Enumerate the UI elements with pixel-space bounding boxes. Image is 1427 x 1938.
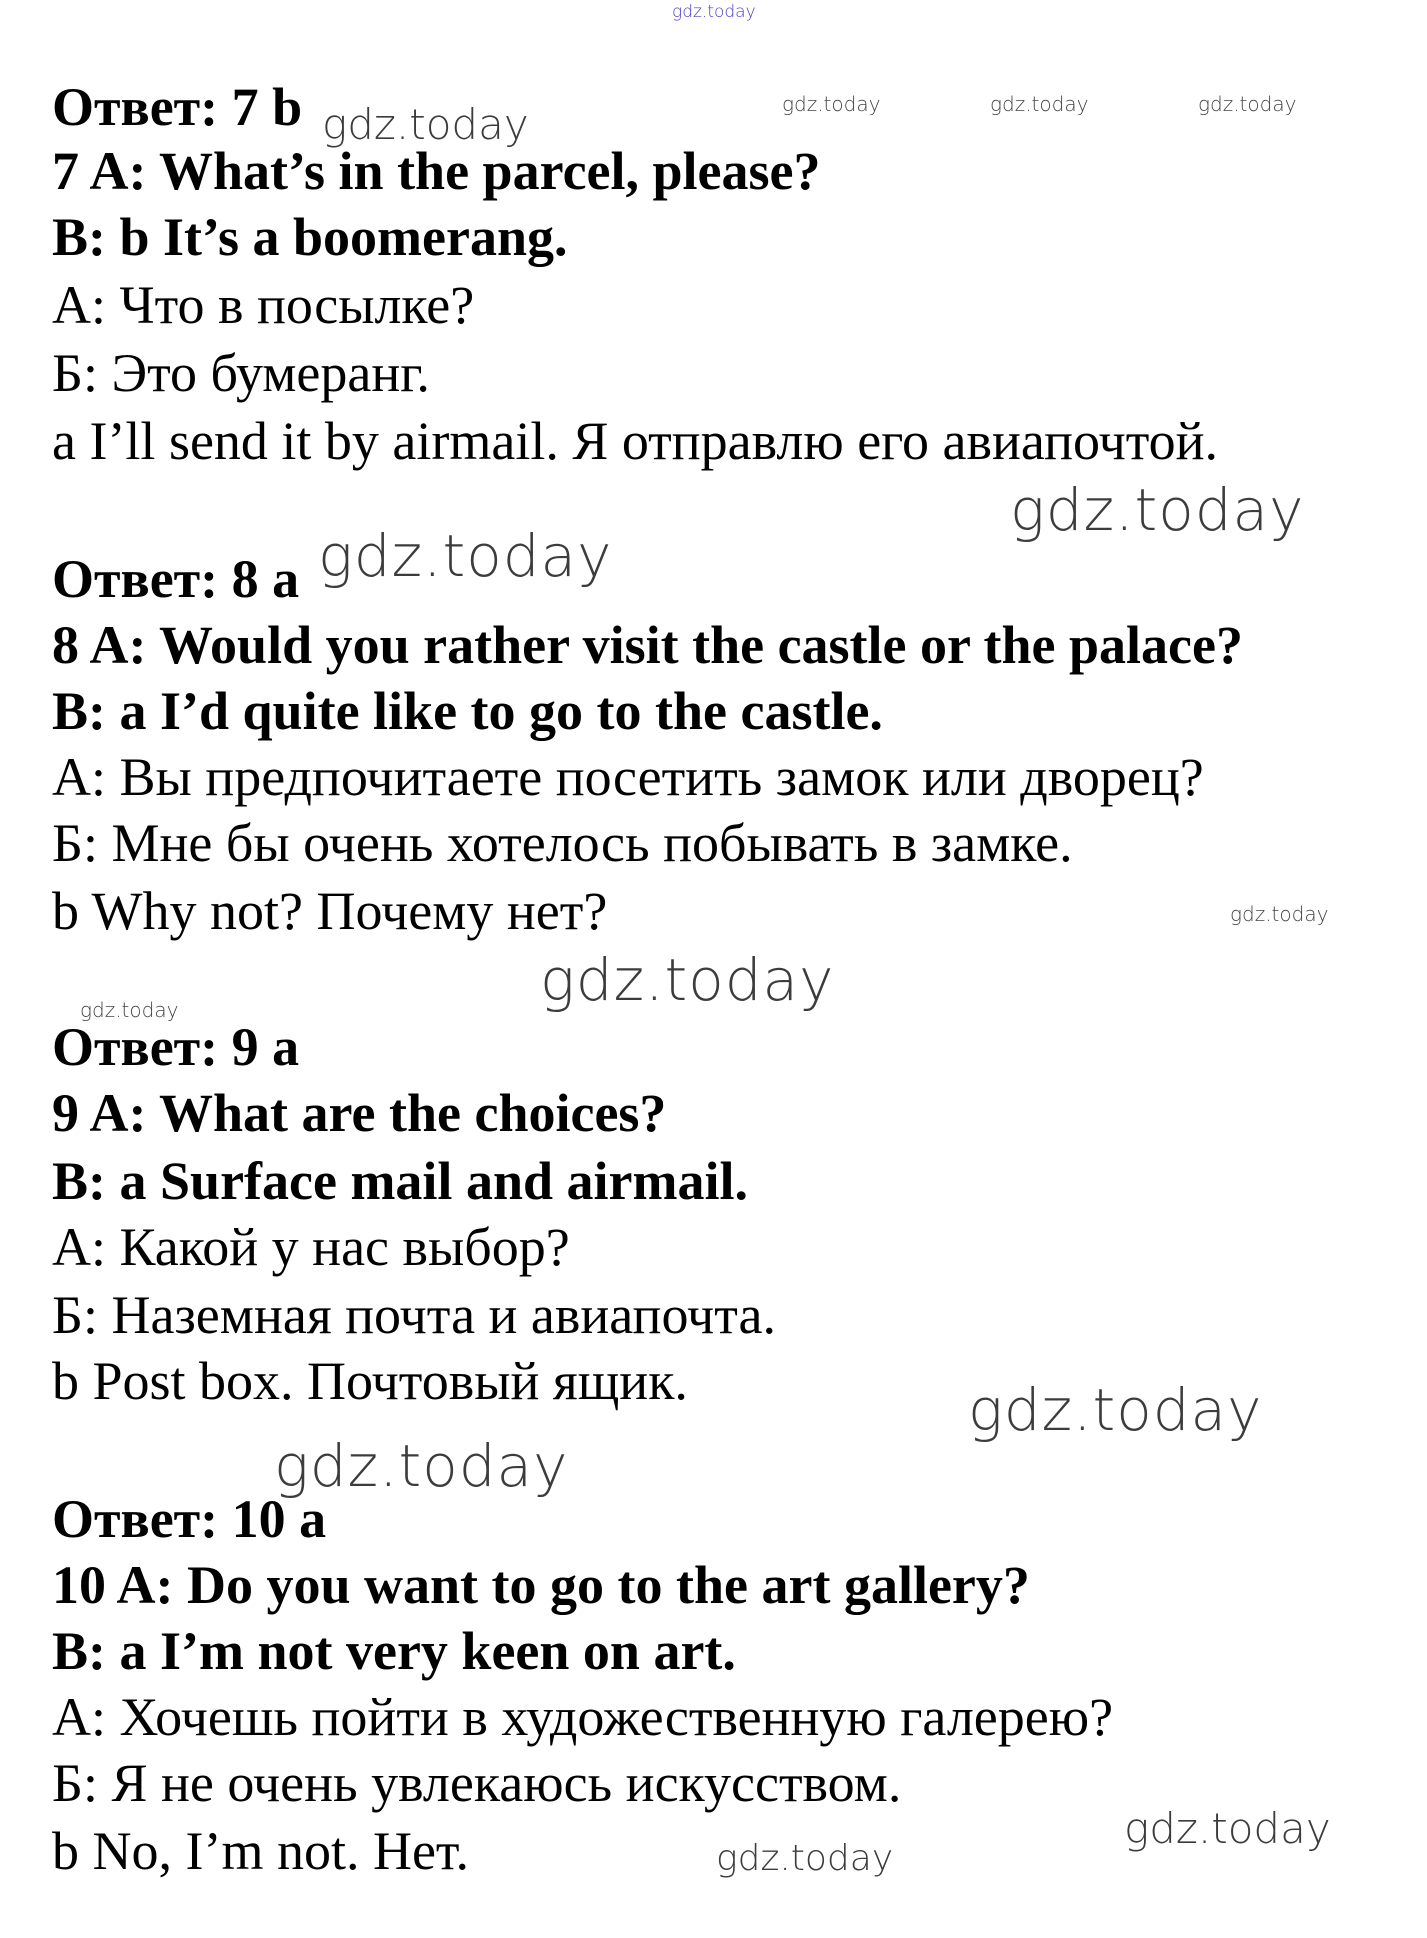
response-8: B: a I’d quite like to go to the castle. bbox=[52, 681, 883, 741]
watermark-large-5: gdz.today bbox=[274, 1432, 569, 1500]
translation-a-9: Б: Наземная почта и авиапочта. bbox=[52, 1285, 776, 1345]
watermark-small-2: gdz.today bbox=[990, 92, 1089, 116]
translation-a-7: Б: Это бумеранг. bbox=[52, 343, 430, 403]
response-7: B: b It’s a boomerang. bbox=[52, 207, 568, 267]
alternative-7: a I’ll send it by airmail. Я отправлю его авиапочтой. bbox=[52, 411, 1219, 471]
translation-q-9: А: Какой у нас выбор? bbox=[52, 1217, 570, 1277]
alternative-10: b No, I’m not. Нет. bbox=[52, 1821, 469, 1881]
watermark-large-3: gdz.today bbox=[540, 946, 835, 1014]
watermark-medium-2: gdz.today bbox=[1124, 1804, 1331, 1853]
watermark-large-1: gdz.today bbox=[1010, 476, 1305, 544]
translation-a-10: Б: Я не очень увлекаюсь искусством. bbox=[52, 1753, 902, 1813]
response-9: B: a Surface mail and airmail. bbox=[52, 1151, 748, 1211]
answer-7: Ответ: 7 b bbox=[52, 77, 303, 137]
answer-9: Ответ: 9 a bbox=[52, 1017, 300, 1077]
alternative-8: b Why not? Почему нет? bbox=[52, 881, 608, 941]
translation-q-7: А: Что в посылке? bbox=[52, 275, 475, 335]
question-10: 10 A: Do you want to go to the art gallery? bbox=[52, 1555, 1030, 1615]
watermark-medium-3: gdz.today bbox=[716, 1838, 894, 1879]
watermark-large-4: gdz.today bbox=[968, 1376, 1263, 1444]
translation-q-8: А: Вы предпочитаете посетить замок или дворец? bbox=[52, 747, 1204, 807]
watermark-small-4: gdz.today bbox=[1230, 902, 1329, 926]
watermark-medium-1: gdz.today bbox=[322, 100, 529, 149]
watermark-small-1: gdz.today bbox=[782, 92, 881, 116]
translation-a-8: Б: Мне бы очень хотелось побывать в замке. bbox=[52, 813, 1073, 873]
question-7: 7 A: What’s in the parcel, please? bbox=[52, 141, 821, 201]
alternative-9: b Post box. Почтовый ящик. bbox=[52, 1351, 688, 1411]
translation-q-10: А: Хочешь пойти в художественную галерею? bbox=[52, 1687, 1114, 1747]
response-10: B: a I’m not very keen on art. bbox=[52, 1621, 736, 1681]
question-9: 9 A: What are the choices? bbox=[52, 1083, 667, 1143]
watermark-top: gdz.today bbox=[672, 2, 756, 22]
watermark-small-3: gdz.today bbox=[1198, 92, 1297, 116]
watermark-small-5: gdz.today bbox=[80, 998, 179, 1022]
watermark-large-2: gdz.today bbox=[318, 522, 613, 590]
answer-8: Ответ: 8 a bbox=[52, 549, 300, 609]
answer-10: Ответ: 10 a bbox=[52, 1489, 327, 1549]
question-8: 8 A: Would you rather visit the castle or the palace? bbox=[52, 615, 1243, 675]
